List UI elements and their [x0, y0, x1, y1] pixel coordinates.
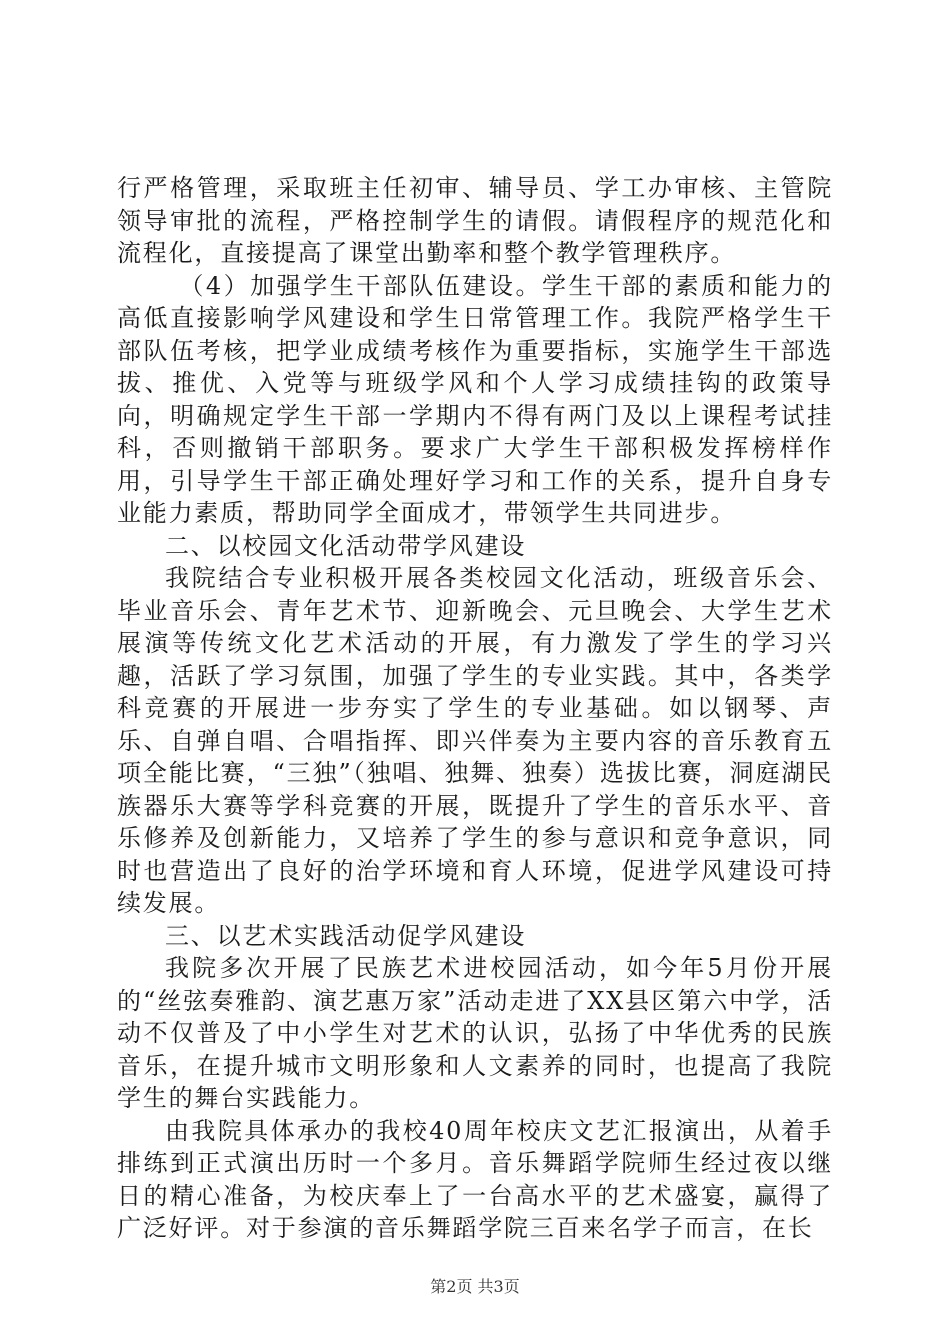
paragraph-campus-culture: 我院结合专业积极开展各类校园文化活动，班级音乐会、毕业音乐会、青年艺术节、迎新晚会、元旦晚会、大学生艺术展演等传统文化艺术活动的开展，有力激发了学生的学习兴趣，活跃了学习氛围，加强了学生的专业实践。其中，各类学科竞赛的开展进一步夯实了学生的专业基础。如以钢琴、声乐、自弹自唱、合唱指挥、即兴伴奏为主要内容的音乐教育五项全能比赛，“三独”（独唱、独舞、独奏）选拔比赛，洞庭湖民族器乐大赛等学科竞赛的开展，既提升了学生的音乐水平、音乐修养及创新能力，又培养了学生的参与意识和竞争意识，同时也营造出了良好的治学环境和育人环境，促进学风建设可持续发展。: [117, 564, 833, 917]
paragraph-continuation: 行严格管理，采取班主任初审、辅导员、学工办审核、主管院领导审批的流程，严格控制学生的请假。请假程序的规范化和流程化，直接提高了课堂出勤率和整个教学管理秩序。: [117, 174, 833, 267]
page-footer: [0, 1274, 950, 1297]
section-heading-3: 三、以艺术实践活动促学风建设: [165, 921, 527, 950]
paragraph-anniversary: 由我院具体承办的我校40周年校庆文艺汇报演出，从着手排练到正式演出历时一个多月。音乐舞蹈学院师生经过夜以继日的精心准备，为校庆奉上了一台高水平的艺术盛宴，赢得了广泛好评。对于参演的音乐舞蹈学院三百来名学子而言，在长: [117, 1116, 833, 1242]
page-number-label: 第2页 共3页: [430, 1277, 520, 1296]
section-heading-2: 二、以校园文化活动带学风建设: [165, 531, 527, 560]
paragraph-item-4: （4）加强学生干部队伍建设。学生干部的素质和能力的高低直接影响学风建设和学生日常管理工作。我院严格学生干部队伍考核，把学业成绩考核作为重要指标，实施学生干部选拔、推优、入党等与班级学风和个人学习成绩挂钩的政策导向，明确规定学生干部一学期内不得有两门及以上课程考试挂科，否则撤销干部职务。要求广大学生干部积极发挥榜样作用，引导学生干部正确处理好学习和工作的关系，提升自身专业能力素质，帮助同学全面成才，带领学生共同进步。: [117, 271, 833, 527]
document-body: [117, 172, 833, 1245]
paragraph-folk-art: 我院多次开展了民族艺术进校园活动，如今年5月份开展的“丝弦奏雅韵、演艺惠万家”活动走进了XX县区第六中学，活动不仅普及了中小学生对艺术的认识，弘扬了中华优秀的民族音乐，在提升城市文明形象和人文素养的同时，也提高了我院学生的舞台实践能力。: [117, 954, 833, 1112]
